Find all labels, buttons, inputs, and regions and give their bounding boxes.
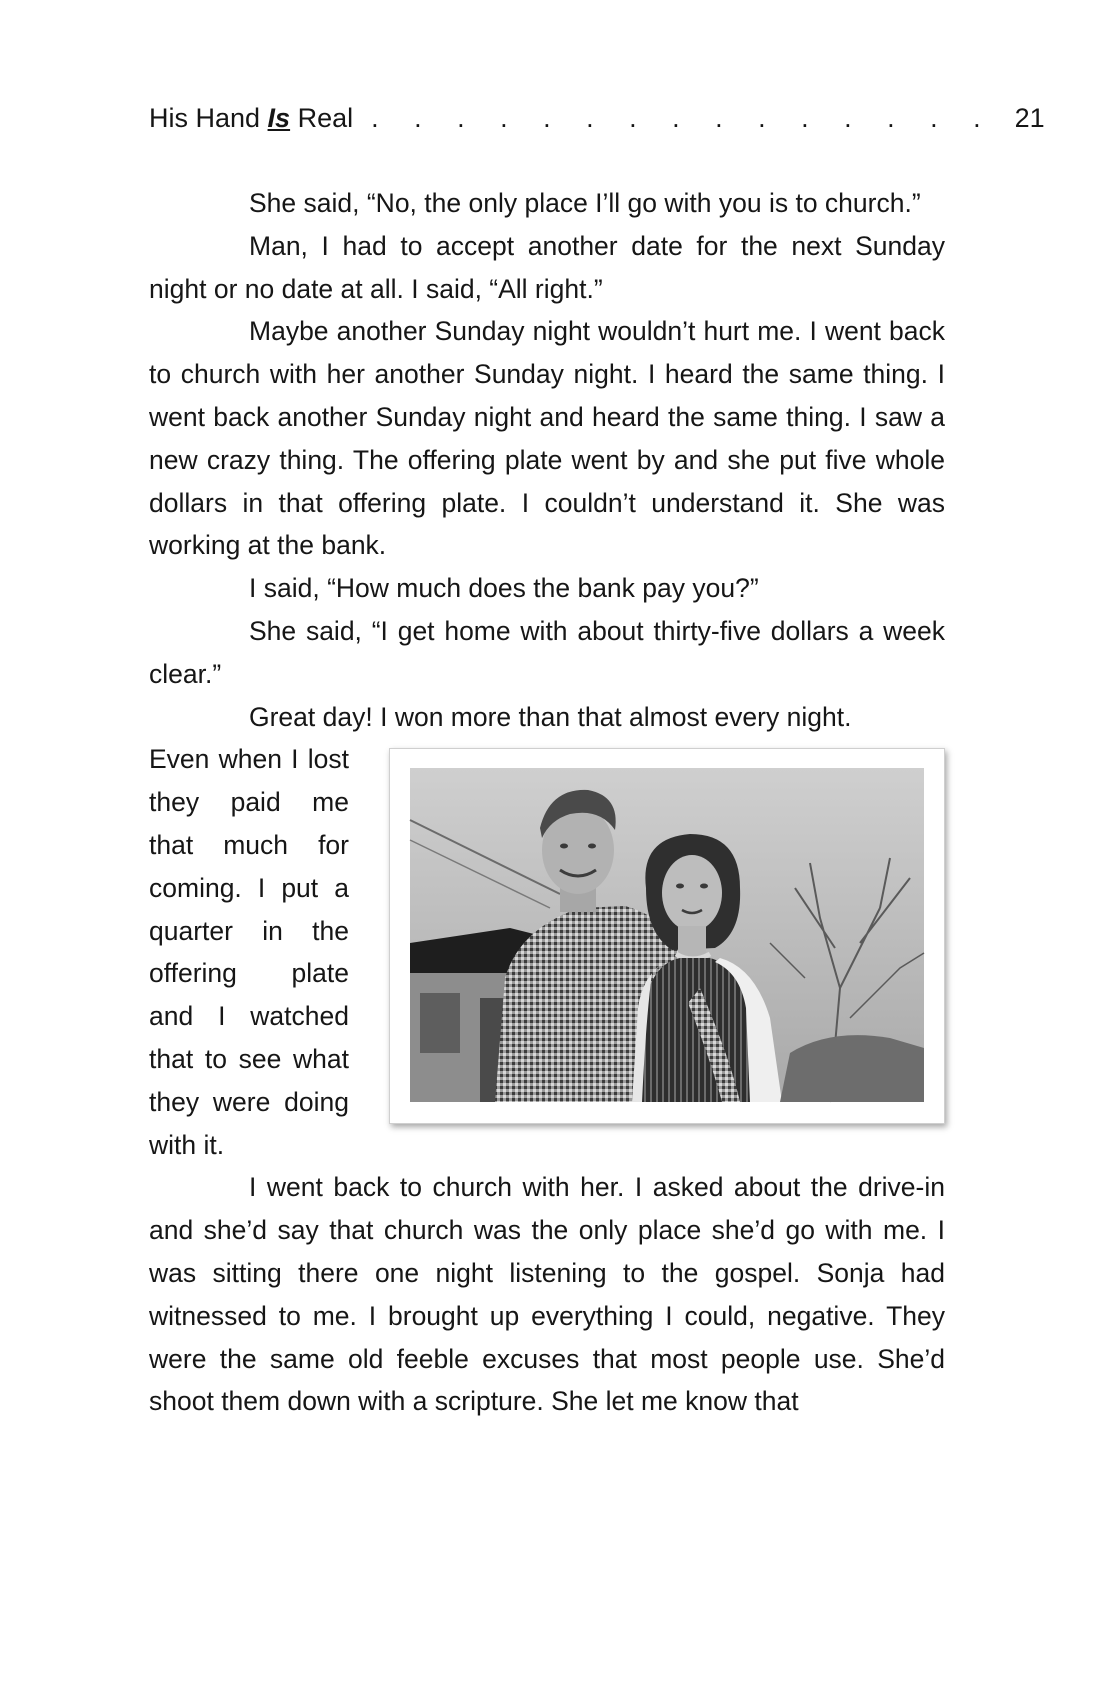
- book-page: [149, 96, 1045, 1423]
- book-title-emphasis: Is: [267, 103, 291, 133]
- paragraph: Even when I lost they paid me that much for coming. I put a quarter in the offering plate and I watched that to see what they were doing with it.: [149, 744, 349, 1160]
- body-text: [149, 182, 945, 1423]
- paragraph: Great day! I won more than that almost every night.: [249, 701, 852, 732]
- dot-leader: . . . . . . . . . . . . . . .: [371, 103, 995, 133]
- paragraph: She said, “No, the only place I’ll go with you is to church.”: [249, 188, 921, 218]
- paragraph: Maybe another Sunday night wouldn’t hurt me. I went back to church with her another Sunday night. I heard the same thing. I went back another Sunday night and heard the same thing. I saw a new crazy thing. The offering plate went by and she put five whole dollars in that offering plate. I couldn’t understand it. She was working at the bank.: [149, 316, 945, 561]
- book-title: [149, 96, 353, 140]
- paragraph: She said, “I get home with about thirty-five dollars a week clear.”: [149, 615, 945, 689]
- couple-photo-image: [410, 768, 924, 1102]
- paragraph: I went back to church with her. I asked about the drive-in and she’d say that church was the only place she’d go with me. I was sitting there one night listening to the gospel. Sonja had witnessed to me. I brought up everything I could, negative. They were the same old feeble excuses that most people use. She’d shoot them down with a scripture. She let me know that: [149, 1172, 945, 1417]
- paragraph: Man, I had to accept another date for the next Sunday night or no date at all. I said, “All right.”: [149, 230, 945, 304]
- book-title-part-2: Real: [290, 103, 354, 133]
- couple-photograph: [389, 748, 945, 1124]
- paragraph: I said, “How much does the bank pay you?”: [249, 573, 759, 604]
- page-number: 21: [1014, 103, 1045, 133]
- book-title-part-1: His Hand: [149, 103, 268, 133]
- running-header: [149, 96, 1045, 140]
